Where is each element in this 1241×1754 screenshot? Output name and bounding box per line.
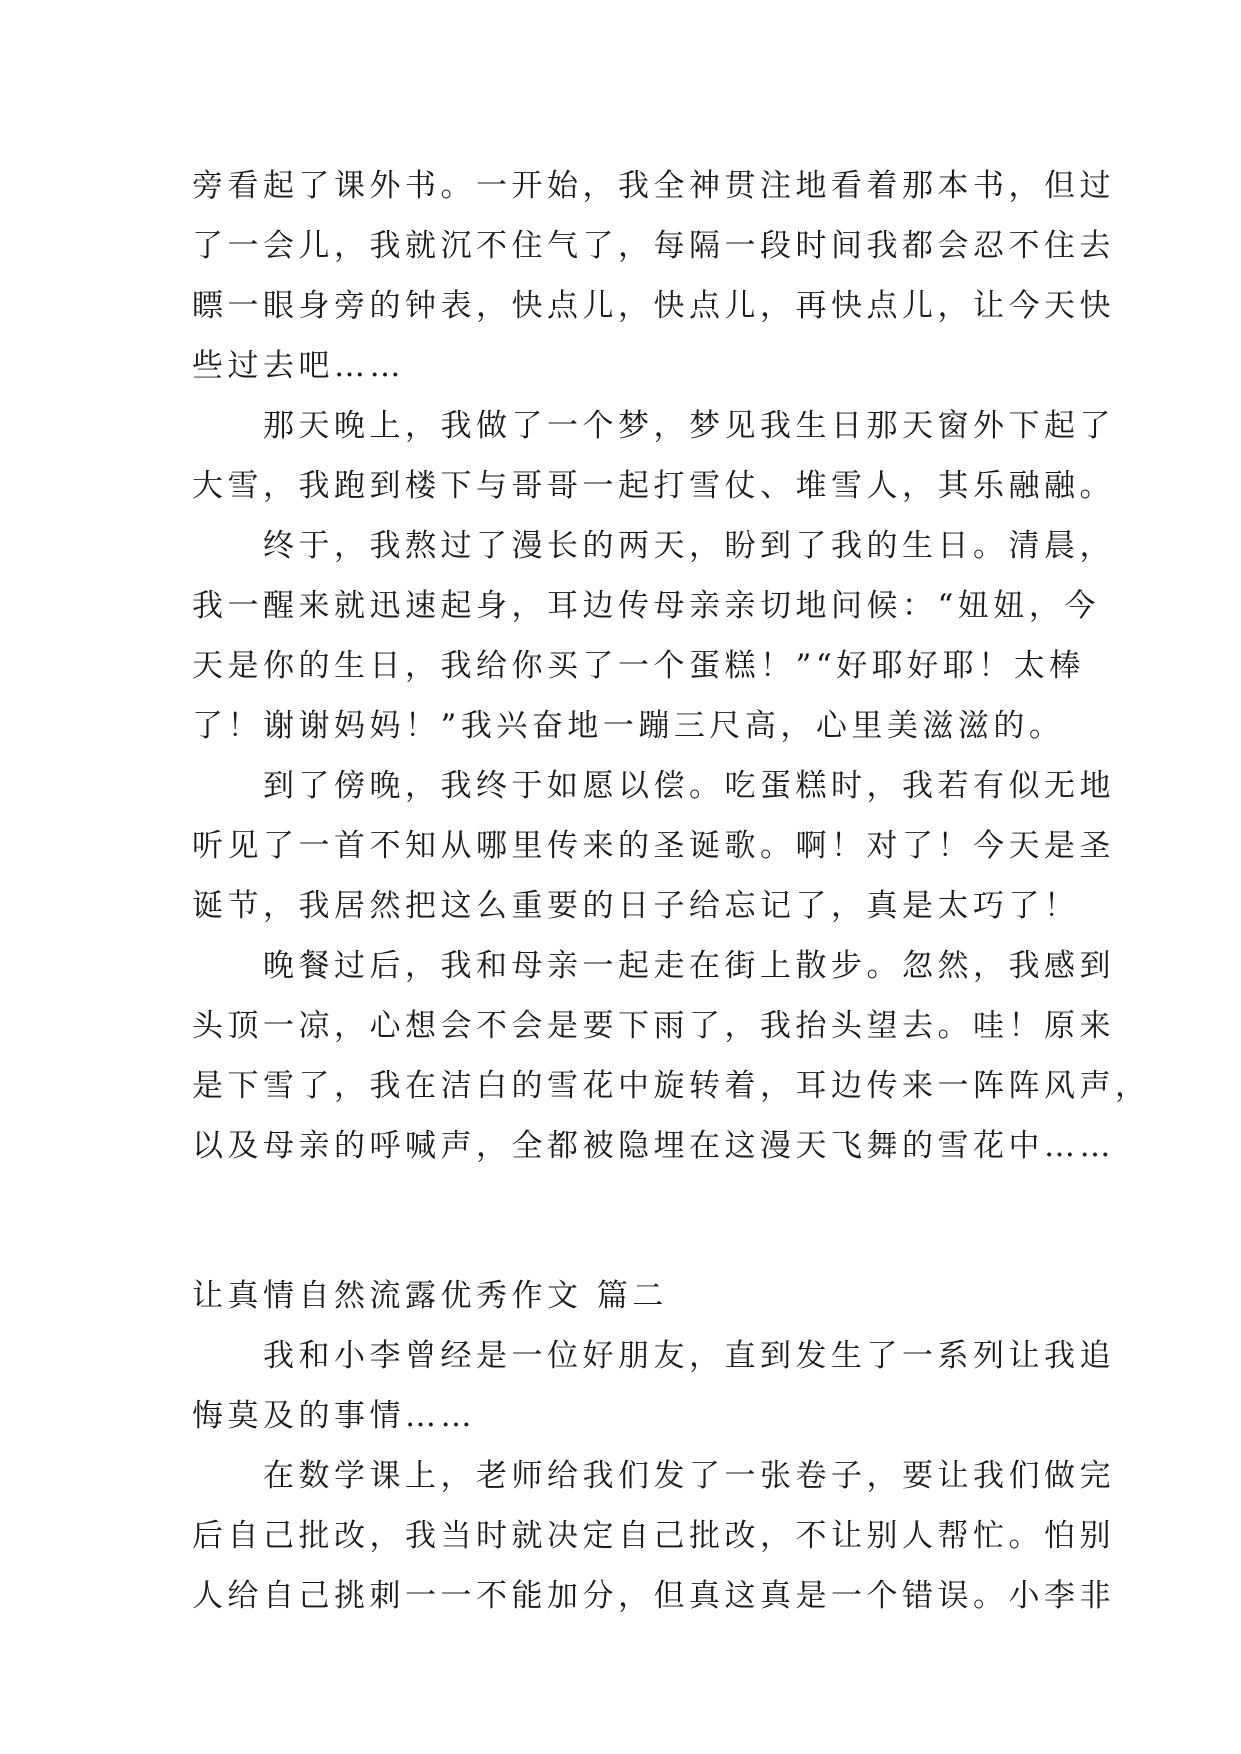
text-line: 我和小李曾经是一位好朋友，直到发生了一系列让我追 (192, 1338, 1115, 1374)
text-line: 那天晚上，我做了一个梦，梦见我生日那天窗外下起了 (192, 408, 1115, 444)
text-line: 是下雪了，我在洁白的雪花中旋转着，耳边传来一阵阵风声， (192, 1068, 1151, 1104)
text-line: 了！谢谢妈妈！”我兴奋地一蹦三尺高，心里美滋滋的。 (192, 708, 1065, 744)
text-line: 晚餐过后，我和母亲一起走在街上散步。忽然，我感到 (192, 948, 1115, 984)
text-line: 到了傍晚，我终于如愿以偿。吃蛋糕时，我若有似无地 (192, 768, 1115, 804)
text-line: 后自己批改，我当时就决定自己批改，不让别人帮忙。怕别 (192, 1518, 1115, 1554)
text-line: 以及母亲的呼喊声，全都被隐埋在这漫天飞舞的雪花中…… (192, 1128, 1115, 1164)
text-line: 了一会儿，我就沉不住气了，每隔一段时间我都会忍不住去 (192, 228, 1115, 264)
text-line: 我一醒来就迅速起身，耳边传母亲亲切地问候：“妞妞，今 (192, 588, 1100, 624)
text-line: 听见了一首不知从哪里传来的圣诞歌。啊！对了！今天是圣 (192, 828, 1115, 864)
text-line: 瞟一眼身旁的钟表，快点儿，快点儿，再快点儿，让今天快 (192, 288, 1115, 324)
section-title: 让真情自然流露优秀作文 篇二 (192, 1278, 668, 1314)
text-line: 在数学课上，老师给我们发了一张卷子，要让我们做完 (192, 1458, 1115, 1494)
document-body (192, 156, 1151, 1626)
text-line: 诞节，我居然把这么重要的日子给忘记了，真是太巧了！ (192, 888, 1080, 924)
text-line: 旁看起了课外书。一开始，我全神贯注地看着那本书，但过 (192, 168, 1115, 204)
text-line: 大雪，我跑到楼下与哥哥一起打雪仗、堆雪人，其乐融融。 (192, 468, 1115, 504)
text-line: 人给自己挑刺一一不能加分，但真这真是一个错误。小李非 (192, 1578, 1115, 1614)
text-line: 终于，我熬过了漫长的两天，盼到了我的生日。清晨， (192, 528, 1115, 564)
text-line: 些过去吧…… (192, 348, 405, 384)
text-line: 天是你的生日，我给你买了一个蛋糕！”“好耶好耶！太棒 (192, 648, 1085, 684)
section-gap (192, 1176, 1052, 1266)
text-line: 悔莫及的事情…… (192, 1398, 476, 1434)
text-line: 头顶一凉，心想会不会是要下雨了，我抬头望去。哇！原来 (192, 1008, 1115, 1044)
